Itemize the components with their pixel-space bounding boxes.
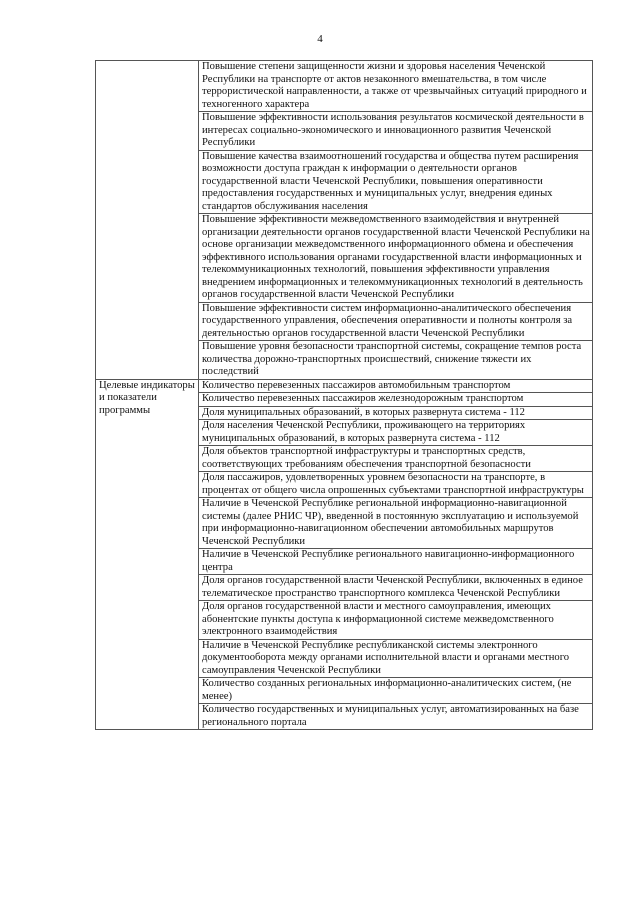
indicator-item: Количество перевезенных пассажиров автомобильным транспортом xyxy=(199,379,593,393)
indicator-item: Доля объектов транспортной инфраструктуры и транспортных средств, соответствующих требованиям обеспечения транспортной безопасности xyxy=(199,446,593,472)
indicator-item: Наличие в Чеченской Республике республиканской системы электронного документооборота между органами исполнительной власти и органами местного самоуправления Чеченской Республики xyxy=(199,639,593,678)
tasks-label-cell xyxy=(96,61,199,380)
indicators-label: Целевые индикаторы и показатели программы xyxy=(96,379,199,730)
page-number: 4 xyxy=(317,33,323,45)
indicator-item: Доля пассажиров, удовлетворенных уровнем безопасности на транспорте, в процентах от общего числа опрошенных субъектами транспортной инфраструктуры xyxy=(199,472,593,498)
task-item: Повышение качества взаимоотношений государства и общества путем расширения возможности доступа граждан к информации о деятельности органов государственной власти Чеченской Республики, повышения оперативности предоставления государственных и муниципальных услуг, внедрения единых стандартов обслуживания населения xyxy=(199,150,593,214)
table-row xyxy=(96,61,593,112)
task-item: Повышение эффективности межведомственного взаимодействия и внутренней организации деятельности органов государственной власти Чеченской Республики на основе организации межведомственного информационного обмена и обеспечения эффективного использования органами государственной власти информационных и телекоммуникационных технологий, повышения эффективности управления внедрением информационных и телекоммуникационных технологий в деятельность органов государственной власти Чеченской Республики xyxy=(199,214,593,303)
indicator-item: Количество созданных региональных информационно-аналитических систем, (не менее) xyxy=(199,678,593,704)
task-item: Повышение эффективности систем информационно-аналитического обеспечения государственного управления, обеспечения оперативности и полноты контроля за деятельностью органов государственной власти Чеченской Республики xyxy=(199,302,593,341)
indicator-item: Доля органов государственной власти Чеченской Республики, включенных в единое телематическое пространство транспортного комплекса Чеченской Республики xyxy=(199,575,593,601)
indicator-item: Доля муниципальных образований, в которых развернута система - 112 xyxy=(199,406,593,420)
task-item: Повышение эффективности использования результатов космической деятельности в интересах социально-экономического и инновационного развития Чеченской Республики xyxy=(199,112,593,151)
indicator-item: Доля органов государственной власти и местного самоуправления, имеющих абонентские пункты доступа к информационной системе межведомственного электронного взаимодействия xyxy=(199,601,593,640)
task-item: Повышение уровня безопасности транспортной системы, сокращение темпов роста количества дорожно-транспортных происшествий, снижение тяжести их последствий xyxy=(199,341,593,380)
indicator-item: Наличие в Чеченской Республике регионального навигационно-информационного центра xyxy=(199,549,593,575)
table-row xyxy=(96,379,593,393)
indicator-item: Наличие в Чеченской Республике региональной информационно-навигационной системы (далее РНИС ЧР), введенной в постоянную эксплуатацию и используемой при информационно-навигационном обеспечении автомобильных маршрутов Чеченской Республики xyxy=(199,498,593,549)
indicator-item: Количество государственных и муниципальных услуг, автоматизированных на базе регионального портала xyxy=(199,704,593,730)
task-item: Повышение степени защищенности жизни и здоровья населения Чеченской Республики на транспорте от актов незаконного вмешательства, в том числе террористической направленности, а также от чрезвычайных ситуаций природного и техногенного характера xyxy=(199,61,593,112)
indicator-item: Количество перевезенных пассажиров железнодорожным транспортом xyxy=(199,393,593,407)
indicator-item: Доля населения Чеченской Республики, проживающего на территориях муниципальных образований, в которых развернута система - 112 xyxy=(199,420,593,446)
program-passport-table xyxy=(95,60,593,730)
